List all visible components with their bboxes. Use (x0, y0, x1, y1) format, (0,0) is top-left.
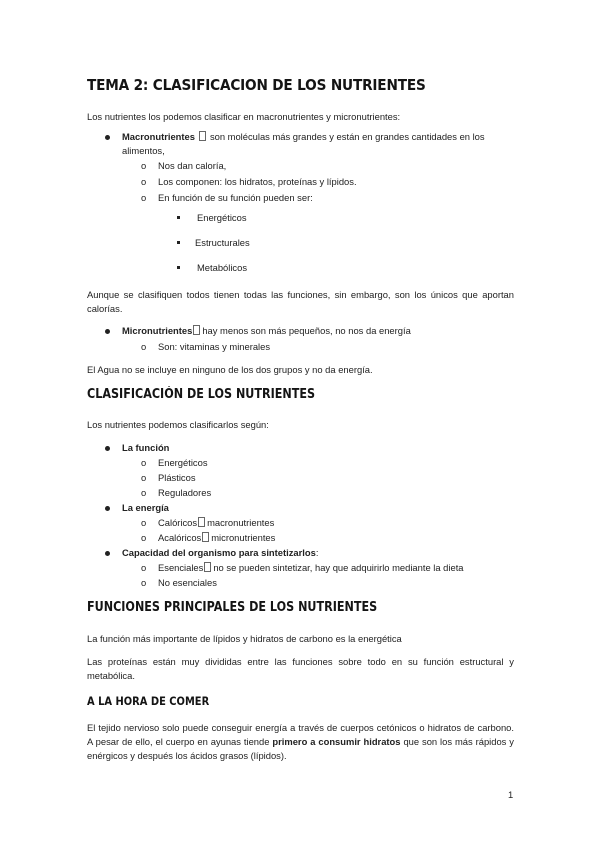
macro-item: En función de su función pueden ser: (158, 192, 313, 203)
missing-glyph-icon (199, 131, 206, 141)
energia-label: La energía (122, 502, 169, 513)
document-title: TEMA 2: CLASIFICACION DE LOS NUTRIENTES (87, 76, 426, 94)
sub-bullet-o: o (141, 192, 147, 203)
square-bullet-icon (177, 216, 180, 219)
capacidad-line (122, 546, 318, 560)
bullet-dot (105, 329, 110, 334)
energia-item (158, 516, 274, 530)
sub-bullet-o: o (141, 577, 147, 588)
sub-bullet-o: o (141, 457, 147, 468)
square-bullet-icon (177, 266, 180, 269)
macro-item: Los componen: los hidratos, proteínas y lípidos. (158, 176, 357, 187)
page-number: 1 (508, 789, 514, 800)
section-heading: CLASIFICACIÓN DE LOS NUTRIENTES (87, 387, 316, 402)
macro-text-line1: son moléculas más grandes y están en grandes cantidades en los (209, 131, 485, 142)
square-bullet-icon (177, 241, 180, 244)
capacidad-label: Capacidad del organismo para sintetizarlos (122, 547, 316, 558)
section4-bold: primero a consumir hidratos (272, 736, 401, 747)
sub-bullet-o: o (141, 176, 147, 187)
energia-term: Acalóricos (158, 532, 202, 543)
sub-bullet-o: o (141, 532, 147, 543)
section4-text: que son los más rápidos y enérgicos y después los ácidos grasos (lípidos). (87, 736, 514, 761)
bullet-dot (105, 446, 110, 451)
macro-subitem: Estructurales (195, 237, 250, 248)
sub-bullet-o: o (141, 341, 147, 352)
funcion-item: Reguladores (158, 487, 212, 498)
capacidad-desc: no se pueden sintetizar, hay que adquirirlo mediante la dieta (213, 562, 464, 573)
macro-line (122, 130, 485, 144)
capacidad-term: Esenciales (158, 562, 204, 573)
capacidad-item: No esenciales (158, 577, 217, 588)
macro-text-line2: alimentos, (122, 145, 165, 156)
capacidad-colon: : (315, 547, 319, 558)
funcion-item: Plásticos (158, 472, 196, 483)
section4-text: El tejido nervioso solo puede conseguir energía a través de cuerpos cetónicos o hidratos de carbono. A pesar de ello, el cuerpo en ayunas tiende (87, 722, 514, 747)
section-subheading: A LA HORA DE COMER (87, 694, 210, 708)
section3-p2: Las proteínas están muy divididas entre las funciones sobre todo en su función estructural y metabólica. (87, 656, 514, 681)
bullet-dot (105, 551, 110, 556)
missing-glyph-icon (204, 562, 211, 572)
sub-bullet-o: o (141, 472, 147, 483)
section2-intro: Los nutrientes podemos clasificarlos según: (87, 419, 269, 430)
micro-line (122, 324, 411, 338)
missing-glyph-icon (193, 325, 200, 335)
energia-desc: macronutrientes (207, 517, 275, 528)
micro-label: Micronutrientes (122, 325, 193, 336)
aunque-paragraph: Aunque se clasifiquen todos tienen todas las funciones, sin embargo, son los únicos que aportan calorías. (87, 289, 514, 314)
sub-bullet-o: o (141, 487, 147, 498)
sub-bullet-o: o (141, 517, 147, 528)
energia-term: Calóricos (158, 517, 198, 528)
section4-paragraph (87, 721, 514, 763)
funcion-label: La función (122, 442, 170, 453)
macro-label: Macronutrientes (122, 131, 195, 142)
macro-subitem: Energéticos (197, 212, 247, 223)
funcion-item: Energéticos (158, 457, 208, 468)
macro-subitem: Metabólicos (197, 262, 248, 273)
sub-bullet-o: o (141, 562, 147, 573)
macro-item: Nos dan caloría, (158, 160, 227, 171)
section-heading: FUNCIONES PRINCIPALES DE LOS NUTRIENTES (87, 600, 378, 615)
section3-p1: La función más importante de lípidos y hidratos de carbono es la energética (87, 633, 402, 644)
bullet-dot (105, 506, 110, 511)
missing-glyph-icon (198, 517, 205, 527)
agua-paragraph: El Agua no se incluye en ninguno de los dos grupos y no da energía. (87, 364, 373, 375)
energia-item (158, 531, 275, 545)
sub-bullet-o: o (141, 160, 147, 171)
bullet-dot (105, 135, 110, 140)
intro-paragraph: Los nutrientes los podemos clasificar en macronutrientes y micronutrientes: (87, 111, 401, 122)
micro-item: Son: vitaminas y minerales (158, 341, 271, 352)
capacidad-item (158, 561, 464, 575)
energia-desc: micronutrientes (211, 532, 276, 543)
micro-text: hay menos son más pequeños, no nos da energía (202, 325, 411, 336)
missing-glyph-icon (202, 532, 209, 542)
